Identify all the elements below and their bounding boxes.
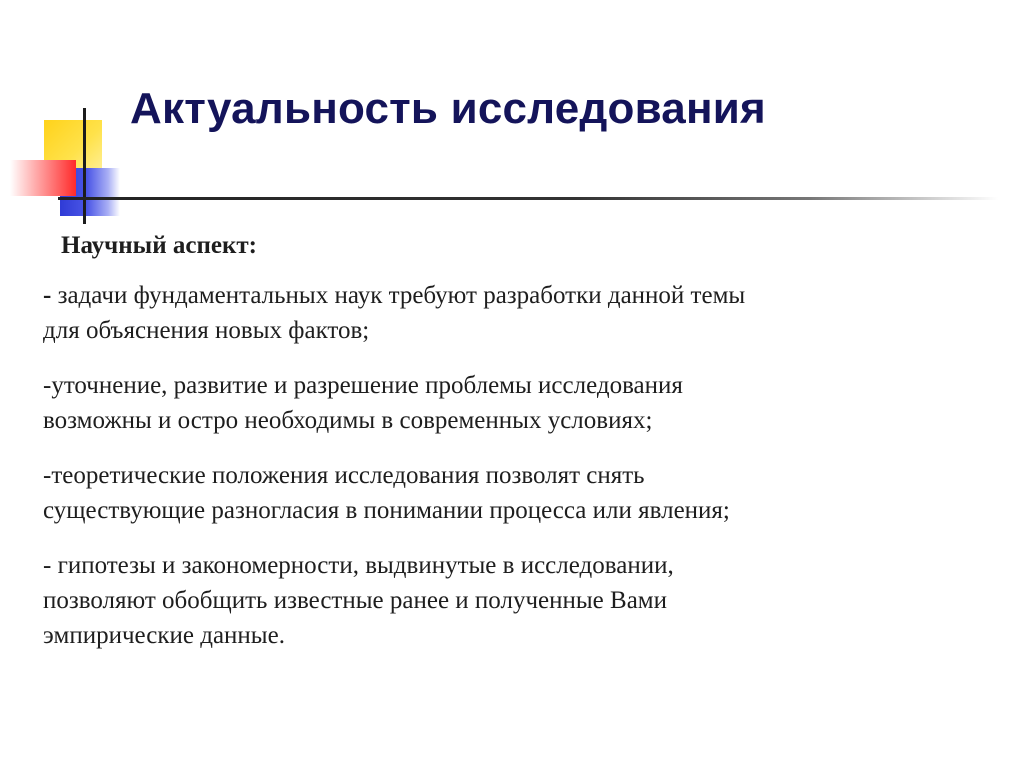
bullet-item-3-line-2: существующие разногласия в понимании процесса или явления; bbox=[43, 497, 730, 524]
bullet-item-4-line-2: позволяют обобщить известные ранее и полученные Вами bbox=[43, 587, 667, 614]
slide-title: Актуальность исследования bbox=[130, 84, 766, 133]
section-subtitle: Научный аспект: bbox=[61, 232, 257, 259]
bullet-item-4-line-3: эмпирические данные. bbox=[43, 622, 285, 649]
bullet-item-1-line-1: задачи фундаментальных наук требуют разработки данной темы bbox=[57, 282, 746, 309]
bullet-item-3-line-1: -теоретические положения исследования позволят снять bbox=[43, 462, 645, 489]
bullet-dash: - bbox=[43, 282, 58, 309]
title-underline-divider bbox=[58, 197, 998, 200]
bullet-item-4 bbox=[43, 548, 973, 653]
vertical-line-decoration bbox=[83, 108, 86, 224]
bullet-item-2-line-2: возможны и остро необходимы в современных условиях; bbox=[43, 407, 653, 434]
bullet-item-2 bbox=[43, 368, 973, 438]
bullet-item-2-line-1: -уточнение, развитие и разрешение проблемы исследования bbox=[43, 372, 683, 399]
bullet-item-3 bbox=[43, 458, 973, 528]
bullet-item-4-line-1: - гипотезы и закономерности, выдвинутые в исследовании, bbox=[43, 552, 674, 579]
decorative-logo-squares bbox=[0, 0, 140, 230]
red-square-decoration bbox=[10, 160, 76, 196]
bullet-item-1-line-2: для объяснения новых фактов; bbox=[43, 317, 370, 344]
slide-content bbox=[43, 232, 973, 673]
bullet-item-1 bbox=[43, 278, 973, 348]
